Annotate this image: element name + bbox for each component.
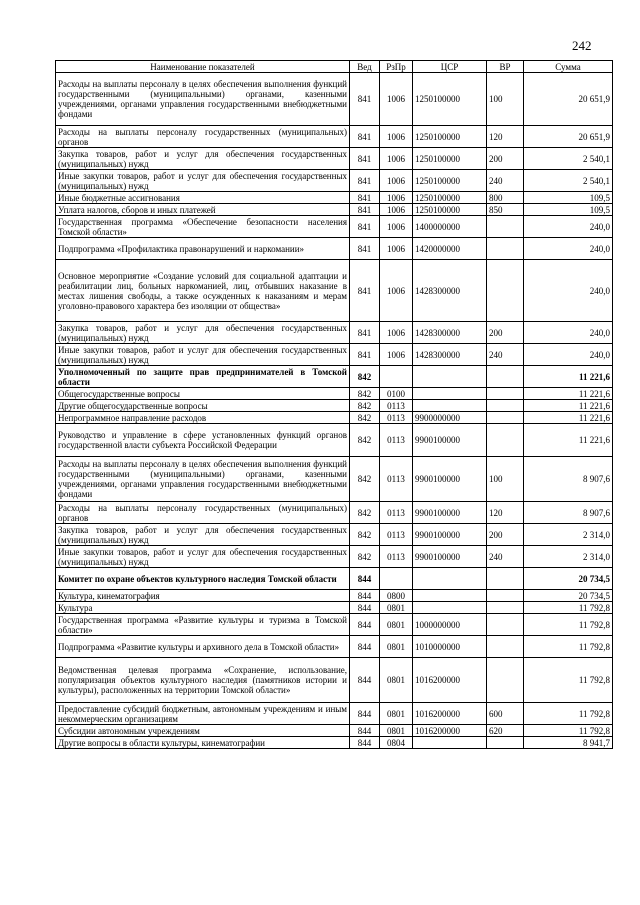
row-sum-cell: 2 314,0	[524, 546, 613, 568]
row-name-cell: Комитет по охране объектов культурного наследия Томской области	[56, 568, 350, 590]
row-rzpr-cell: 0801	[380, 725, 413, 737]
table-row	[56, 424, 613, 457]
table-row	[56, 737, 613, 749]
row-rzpr-cell: 0100	[380, 388, 413, 400]
row-ved-cell: 844	[350, 602, 380, 614]
table-row	[56, 238, 613, 260]
row-csr-cell: 1420000000	[413, 238, 487, 260]
row-ved-cell: 841	[350, 126, 380, 148]
row-csr-cell: 9900100000	[413, 546, 487, 568]
row-ved-cell: 842	[350, 424, 380, 457]
row-csr-cell: 1428300000	[413, 260, 487, 322]
row-name-cell: Руководство и управление в сфере установленных функций органов государственной власти субъекта Российской Федерации	[56, 424, 350, 457]
row-name-cell: Ведомственная целевая программа «Сохранение, использование, популяризация объектов культурного наследия (памятников истории и культуры), расположенных на территории Томской области»	[56, 658, 350, 703]
table-row	[56, 344, 613, 366]
table-row	[56, 568, 613, 590]
row-rzpr-cell: 1006	[380, 73, 413, 126]
row-sum-cell: 240,0	[524, 216, 613, 238]
row-csr-cell: 1250100000	[413, 126, 487, 148]
row-name-cell: Культура, кинематография	[56, 590, 350, 602]
row-sum-cell: 11 221,6	[524, 388, 613, 400]
row-vr-cell	[487, 658, 524, 703]
row-sum-cell: 11 792,8	[524, 602, 613, 614]
row-vr-cell: 200	[487, 524, 524, 546]
row-ved-cell: 842	[350, 366, 380, 388]
row-vr-cell	[487, 568, 524, 590]
table-header-row	[56, 61, 613, 73]
table-row	[56, 400, 613, 412]
table-row	[56, 725, 613, 737]
row-csr-cell: 1016200000	[413, 725, 487, 737]
row-vr-cell: 600	[487, 703, 524, 725]
row-vr-cell	[487, 216, 524, 238]
table-row	[56, 590, 613, 602]
row-ved-cell: 844	[350, 658, 380, 703]
row-rzpr-cell: 1006	[380, 216, 413, 238]
row-csr-cell: 1250100000	[413, 73, 487, 126]
page-number: 242	[572, 38, 592, 53]
row-ved-cell: 841	[350, 73, 380, 126]
row-csr-cell: 1010000000	[413, 636, 487, 658]
row-sum-cell: 240,0	[524, 344, 613, 366]
row-ved-cell: 841	[350, 344, 380, 366]
row-ved-cell: 844	[350, 568, 380, 590]
row-vr-cell	[487, 238, 524, 260]
row-vr-cell	[487, 424, 524, 457]
row-name-cell: Общегосударственные вопросы	[56, 388, 350, 400]
row-csr-cell	[413, 737, 487, 749]
row-name-cell: Предоставление субсидий бюджетным, автономным учреждениям и иным некоммерческим организациям	[56, 703, 350, 725]
row-ved-cell: 844	[350, 725, 380, 737]
row-rzpr-cell: 0113	[380, 502, 413, 524]
row-name-cell: Иные закупки товаров, работ и услуг для обеспечения государственных (муниципальных) нужд	[56, 170, 350, 192]
row-vr-cell: 240	[487, 170, 524, 192]
row-vr-cell: 240	[487, 344, 524, 366]
header-vr: ВР	[487, 61, 524, 73]
row-name-cell: Расходы на выплаты персоналу в целях обеспечения выполнения функций государственными (муниципальными) органами, казенными учреждениями, органами управления государственными внебюджетными фондами	[56, 457, 350, 502]
row-sum-cell: 2 540,1	[524, 170, 613, 192]
table-row	[56, 658, 613, 703]
row-csr-cell	[413, 590, 487, 602]
row-ved-cell: 842	[350, 412, 380, 424]
row-rzpr-cell: 1006	[380, 148, 413, 170]
table-row	[56, 502, 613, 524]
row-sum-cell: 11 792,8	[524, 614, 613, 636]
row-csr-cell: 1250100000	[413, 170, 487, 192]
table-row	[56, 192, 613, 204]
row-rzpr-cell: 0801	[380, 658, 413, 703]
table-row	[56, 126, 613, 148]
row-rzpr-cell: 1006	[380, 344, 413, 366]
table-row	[56, 524, 613, 546]
row-csr-cell: 9900100000	[413, 502, 487, 524]
row-name-cell: Расходы на выплаты персоналу государственных (муниципальных) органов	[56, 126, 350, 148]
row-rzpr-cell	[380, 366, 413, 388]
row-name-cell: Расходы на выплаты персоналу государственных (муниципальных) органов	[56, 502, 350, 524]
row-vr-cell	[487, 590, 524, 602]
row-sum-cell: 240,0	[524, 322, 613, 344]
row-ved-cell: 844	[350, 590, 380, 602]
row-rzpr-cell: 1006	[380, 238, 413, 260]
row-name-cell: Закупка товаров, работ и услуг для обеспечения государственных (муниципальных) нужд	[56, 322, 350, 344]
row-sum-cell: 11 221,6	[524, 412, 613, 424]
header-ved: Вед	[350, 61, 380, 73]
table-row	[56, 170, 613, 192]
row-ved-cell: 842	[350, 457, 380, 502]
row-rzpr-cell: 0801	[380, 703, 413, 725]
row-csr-cell	[413, 602, 487, 614]
row-ved-cell: 841	[350, 260, 380, 322]
row-rzpr-cell: 0800	[380, 590, 413, 602]
row-name-cell: Иные закупки товаров, работ и услуг для обеспечения государственных (муниципальных) нужд	[56, 546, 350, 568]
row-rzpr-cell: 0113	[380, 400, 413, 412]
row-rzpr-cell: 0801	[380, 602, 413, 614]
row-ved-cell: 842	[350, 502, 380, 524]
row-sum-cell: 109,5	[524, 204, 613, 216]
row-sum-cell: 20 651,9	[524, 73, 613, 126]
row-vr-cell	[487, 636, 524, 658]
row-vr-cell	[487, 260, 524, 322]
row-name-cell: Основное мероприятие «Создание условий для социальной адаптации и реабилитации лиц, больных наркоманией, лиц, отбывших наказание в местах лишения свободы, а также осужденных к наказаниям и мерам уголовно-правового характера без изоляции от общества»	[56, 260, 350, 322]
row-csr-cell: 1428300000	[413, 344, 487, 366]
row-csr-cell	[413, 388, 487, 400]
row-rzpr-cell: 1006	[380, 260, 413, 322]
row-vr-cell	[487, 614, 524, 636]
table-row	[56, 366, 613, 388]
row-vr-cell: 120	[487, 126, 524, 148]
row-ved-cell: 842	[350, 388, 380, 400]
row-vr-cell	[487, 737, 524, 749]
row-ved-cell: 841	[350, 322, 380, 344]
row-sum-cell: 2 540,1	[524, 148, 613, 170]
row-sum-cell: 11 792,8	[524, 658, 613, 703]
row-sum-cell: 240,0	[524, 238, 613, 260]
row-ved-cell: 844	[350, 614, 380, 636]
table-row	[56, 388, 613, 400]
row-vr-cell	[487, 602, 524, 614]
row-csr-cell: 1250100000	[413, 192, 487, 204]
row-vr-cell: 850	[487, 204, 524, 216]
row-name-cell: Другие вопросы в области культуры, кинематографии	[56, 737, 350, 749]
row-csr-cell	[413, 366, 487, 388]
row-name-cell: Иные бюджетные ассигнования	[56, 192, 350, 204]
row-vr-cell	[487, 400, 524, 412]
row-name-cell: Подпрограмма «Профилактика правонарушений и наркомании»	[56, 238, 350, 260]
table-row	[56, 216, 613, 238]
row-rzpr-cell: 1006	[380, 322, 413, 344]
row-sum-cell: 240,0	[524, 260, 613, 322]
row-csr-cell	[413, 400, 487, 412]
row-csr-cell: 1016200000	[413, 658, 487, 703]
header-rzpr: РзПр	[380, 61, 413, 73]
row-vr-cell: 200	[487, 322, 524, 344]
row-sum-cell: 11 792,8	[524, 703, 613, 725]
row-rzpr-cell	[380, 568, 413, 590]
row-name-cell: Расходы на выплаты персоналу в целях обеспечения выполнения функций государственными (муниципальными) органами, казенными учреждениями, органами управления государственными внебюджетными фондами	[56, 73, 350, 126]
row-rzpr-cell: 0113	[380, 457, 413, 502]
table-row	[56, 602, 613, 614]
row-sum-cell: 20 734,5	[524, 590, 613, 602]
row-rzpr-cell: 0804	[380, 737, 413, 749]
row-vr-cell: 100	[487, 457, 524, 502]
row-sum-cell: 20 651,9	[524, 126, 613, 148]
row-vr-cell	[487, 388, 524, 400]
row-ved-cell: 841	[350, 204, 380, 216]
row-rzpr-cell: 0113	[380, 412, 413, 424]
row-csr-cell: 9900000000	[413, 412, 487, 424]
row-name-cell: Культура	[56, 602, 350, 614]
row-ved-cell: 842	[350, 524, 380, 546]
table-row	[56, 703, 613, 725]
row-csr-cell: 1400000000	[413, 216, 487, 238]
row-vr-cell: 120	[487, 502, 524, 524]
row-vr-cell: 620	[487, 725, 524, 737]
row-name-cell: Уполномоченный по защите прав предпринимателей в Томской области	[56, 366, 350, 388]
row-name-cell: Закупка товаров, работ и услуг для обеспечения государственных (муниципальных) нужд	[56, 148, 350, 170]
row-csr-cell: 1250100000	[413, 148, 487, 170]
row-sum-cell: 11 221,6	[524, 424, 613, 457]
row-csr-cell: 9900100000	[413, 457, 487, 502]
table-row	[56, 457, 613, 502]
row-ved-cell: 842	[350, 400, 380, 412]
row-sum-cell: 11 221,6	[524, 400, 613, 412]
row-sum-cell: 11 792,8	[524, 636, 613, 658]
row-ved-cell: 841	[350, 238, 380, 260]
row-sum-cell: 11 792,8	[524, 725, 613, 737]
row-sum-cell: 20 734,5	[524, 568, 613, 590]
row-name-cell: Субсидии автономным учреждениям	[56, 725, 350, 737]
table-row	[56, 412, 613, 424]
table-row	[56, 204, 613, 216]
row-rzpr-cell: 1006	[380, 192, 413, 204]
row-ved-cell: 844	[350, 636, 380, 658]
row-csr-cell: 1250100000	[413, 204, 487, 216]
header-sum: Сумма	[524, 61, 613, 73]
row-vr-cell	[487, 366, 524, 388]
row-name-cell: Уплата налогов, сборов и иных платежей	[56, 204, 350, 216]
row-csr-cell: 1000000000	[413, 614, 487, 636]
table-row	[56, 148, 613, 170]
row-ved-cell: 841	[350, 192, 380, 204]
row-name-cell: Другие общегосударственные вопросы	[56, 400, 350, 412]
row-vr-cell	[487, 412, 524, 424]
row-ved-cell: 842	[350, 546, 380, 568]
row-csr-cell: 1016200000	[413, 703, 487, 725]
row-sum-cell: 11 221,6	[524, 366, 613, 388]
table-row	[56, 73, 613, 126]
row-rzpr-cell: 0113	[380, 546, 413, 568]
row-rzpr-cell: 1006	[380, 170, 413, 192]
row-vr-cell: 240	[487, 546, 524, 568]
header-name: Наименование показателей	[56, 61, 350, 73]
row-vr-cell: 200	[487, 148, 524, 170]
row-ved-cell: 844	[350, 737, 380, 749]
table-row	[56, 260, 613, 322]
row-vr-cell: 100	[487, 73, 524, 126]
row-name-cell: Государственная программа «Обеспечение безопасности населения Томской области»	[56, 216, 350, 238]
row-rzpr-cell: 1006	[380, 126, 413, 148]
row-ved-cell: 841	[350, 216, 380, 238]
budget-table	[55, 60, 613, 749]
row-name-cell: Иные закупки товаров, работ и услуг для обеспечения государственных (муниципальных) нужд	[56, 344, 350, 366]
table-row	[56, 322, 613, 344]
row-csr-cell	[413, 568, 487, 590]
row-csr-cell: 9900100000	[413, 524, 487, 546]
table-row	[56, 546, 613, 568]
row-csr-cell: 1428300000	[413, 322, 487, 344]
table-row	[56, 636, 613, 658]
row-rzpr-cell: 1006	[380, 204, 413, 216]
header-csr: ЦСР	[413, 61, 487, 73]
row-sum-cell: 8 907,6	[524, 457, 613, 502]
row-vr-cell: 800	[487, 192, 524, 204]
row-csr-cell: 9900100000	[413, 424, 487, 457]
row-rzpr-cell: 0113	[380, 524, 413, 546]
row-sum-cell: 8 941,7	[524, 737, 613, 749]
row-rzpr-cell: 0113	[380, 424, 413, 457]
row-sum-cell: 2 314,0	[524, 524, 613, 546]
row-sum-cell: 109,5	[524, 192, 613, 204]
table-row	[56, 614, 613, 636]
row-ved-cell: 841	[350, 148, 380, 170]
row-name-cell: Закупка товаров, работ и услуг для обеспечения государственных (муниципальных) нужд	[56, 524, 350, 546]
row-rzpr-cell: 0801	[380, 636, 413, 658]
row-ved-cell: 844	[350, 703, 380, 725]
row-rzpr-cell: 0801	[380, 614, 413, 636]
row-name-cell: Непрограммное направление расходов	[56, 412, 350, 424]
row-name-cell: Государственная программа «Развитие культуры и туризма в Томской области»	[56, 614, 350, 636]
row-ved-cell: 841	[350, 170, 380, 192]
row-sum-cell: 8 907,6	[524, 502, 613, 524]
row-name-cell: Подпрограмма «Развитие культуры и архивного дела в Томской области»	[56, 636, 350, 658]
